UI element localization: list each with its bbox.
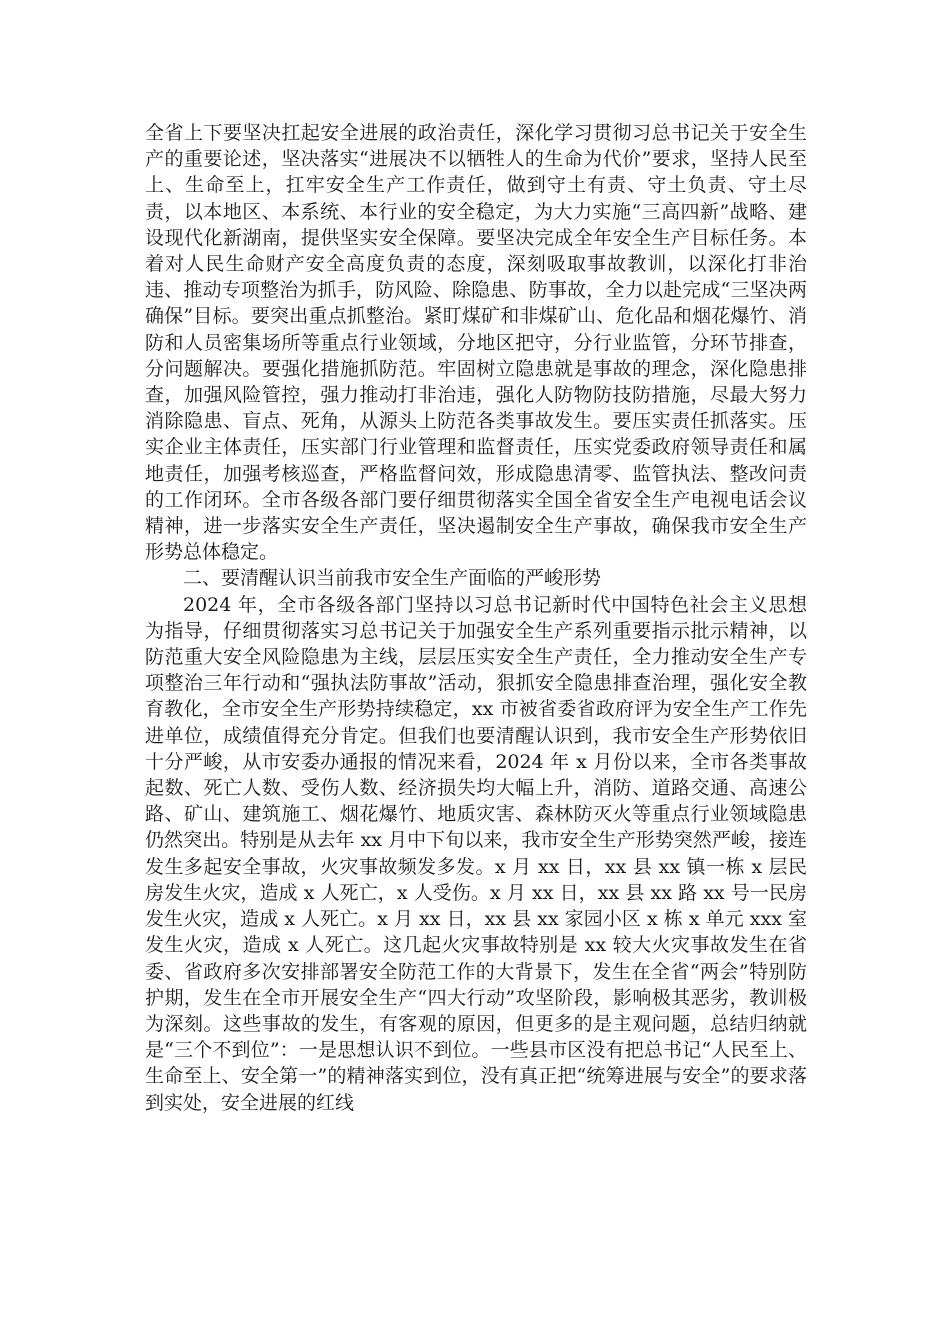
section-heading: 二、要清醒认识当前我市安全生产面临的严峻形势 — [183, 567, 602, 590]
document-page — [145, 120, 807, 1116]
body-paragraph: 全省上下要坚决扛起安全进展的政治责任，深化学习贯彻习总书记关于安全生产的重要论述，坚决落实“进展决不以牺牲人的生命为代价”要求，坚持人民至上、生命至上，扛牢安全生产工作责任，做到守土有责、守土负责、守土尽责，以本地区、本系统、本行业的安全稳定，为大力实施“三高四新”战略、建设现代化新湖南，提供坚实安全保障。要坚决完成全年安全生产目标任务。本着对人民生命财产安全高度负责的态度，深刻吸取事故教训，以深化打非治违、推动专项整治为抓手，防风险、除隐患、防事故，全力以赴完成“三坚决两确保”目标。要突出重点抓整治。紧盯煤矿和非煤矿山、危化品和烟花爆竹、消防和人员密集场所等重点行业领域，分地区把守，分行业监管，分环节排查，分问题解决。要强化措施抓防范。牢固树立隐患就是事故的理念，深化隐患排查，加强风险管控，强力推动打非治违，强化人防物防技防措施，尽最大努力消除隐患、盲点、死角，从源头上防范各类事故发生。要压实责任抓落实。压实企业主体责任，压实部门行业管理和监督责任，压实党委政府领导责任和属地责任，加强考核巡查，严格监督问效，形成隐患清零、监管执法、整改问责的工作闭环。全市各级各部门要仔细贯彻落实全国全省安全生产电视电话会议精神，进一步落实安全生产责任，坚决遏制安全生产事故，确保我市安全生产形势总体稳定。 — [145, 122, 807, 564]
section-body-paragraph: 2024 年，全市各级各部门坚持以习总书记新时代中国特色社会主义思想为指导，仔细贯彻落实习总书记关于加强安全生产系列重要指示批示精神，以防范重大安全风险隐患为主线，层层压实安全生产责任，全力推动安全生产专项整治三年行动和“强执法防事故”活动，狠抓安全隐患排查治理，强化安全教育教化，全市安全生产形势持续稳定，xx 市被省委省政府评为安全生产工作先进单位，成绩值得充分肯定。但我们也要清醒认识到，我市安全生产形势依旧十分严峻，从市安委办通报的情况来看，2024 年 x 月份以来，全市各类事故起数、死亡人数、受伤人数、经济损失均大幅上升，消防、道路交通、高速公路、矿山、建筑施工、烟花爆竹、地质灾害、森林防灭火等重点行业领域隐患仍然突出。特别是从去年 xx 月中下旬以来，我市安全生产形势突然严峻，接连发生多起安全事故，火灾事故频发多发。x 月 xx 日，xx 县 xx 镇一栋 x 层民房发生火灾，造成 x 人死亡，x 人受伤。x 月 xx 日，xx 县 xx 路 xx 号一民房发生火灾，造成 x 人死亡。x 月 xx 日，xx 县 xx 家园小区 x 栋 x 单元 xxx 室发生火灾，造成 x 人死亡。这几起火灾事故特别是 xx 较大火灾事故发生在省委、省政府多次安排部署安全防范工作的大背景下，发生在全省“两会”特别防护期，发生在全市开展安全生产“四大行动”攻坚阶段，影响极其恶劣，教训极为深刻。这些事故的发生，有客观的原因，但更多的是主观问题，总结归纳就是“三个不到位”：一是思想认识不到位。一些县市区没有把总书记“人民至上、生命至上、安全第一”的精神落实到位，没有真正把“统筹进展与安全”的要求落到实处，安全进展的红线 — [145, 593, 807, 1114]
